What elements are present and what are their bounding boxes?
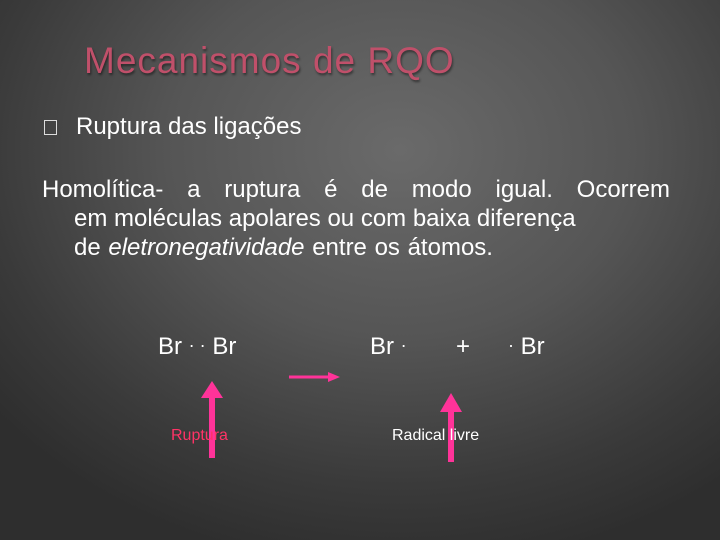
- radical-livre-label: Radical livre: [392, 427, 480, 444]
- ruptura-label: Ruptura: [171, 427, 228, 444]
- paragraph-emphasis: eletronegatividade: [108, 234, 305, 261]
- ruptura-pointer-arrow: [201, 381, 223, 458]
- plus-sign: +: [456, 333, 471, 360]
- product2-br: Br: [520, 333, 545, 360]
- product2-dot: ·: [508, 335, 514, 355]
- product1-dot: ·: [400, 335, 407, 355]
- paragraph-line-1: Homolítica- a ruptura é de modo igual. Ocorrem: [42, 176, 670, 203]
- reaction-arrow: [289, 372, 340, 382]
- bond-electron-dots: · ·: [188, 335, 206, 355]
- reactant-right-br: Br: [212, 333, 237, 360]
- paragraph-line-3-suffix: entre os átomos.: [304, 234, 493, 261]
- product1-br: Br: [370, 333, 394, 360]
- paragraph-line-3-prefix: de: [74, 234, 109, 261]
- slide-title: Mecanismos de RQO: [84, 40, 455, 81]
- reactant-left-br: Br: [158, 333, 182, 360]
- bullet-text: Ruptura das ligações: [76, 113, 302, 140]
- paragraph-line-2: em moléculas apolares ou com baixa diferença: [74, 205, 576, 232]
